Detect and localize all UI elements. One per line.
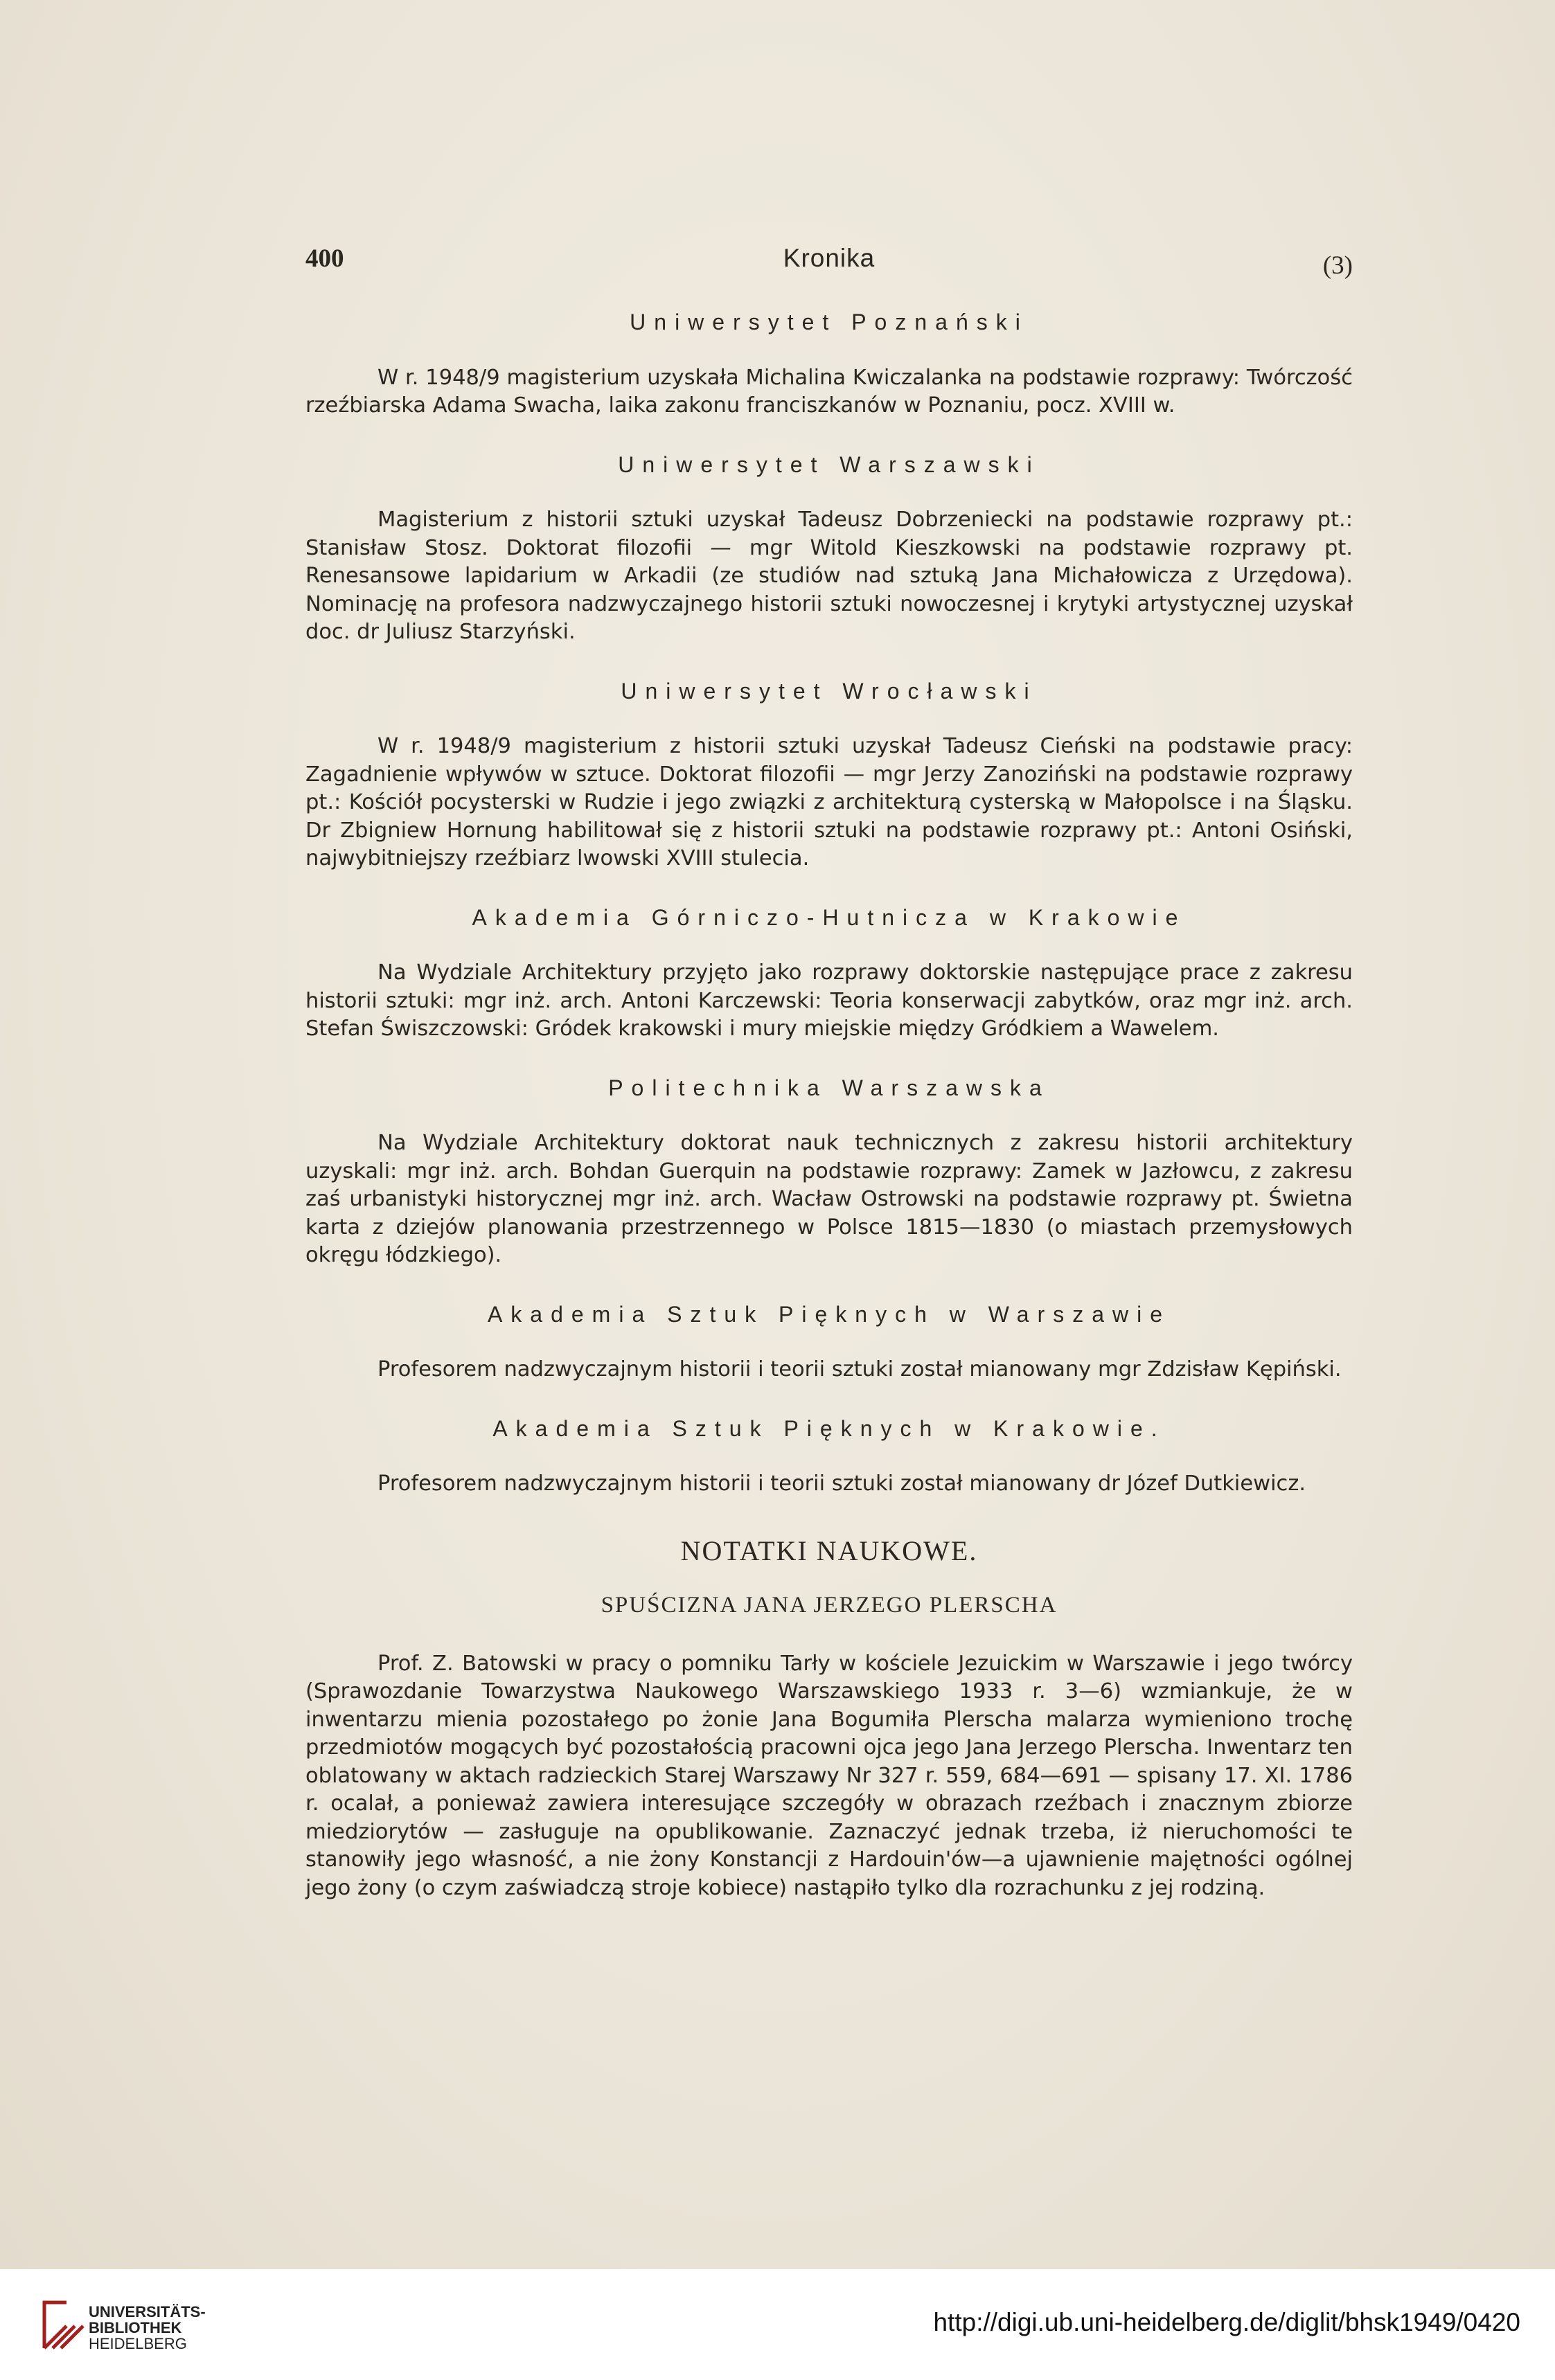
viewer-footer: [0, 2269, 1555, 2380]
section-heading: Uniwersytet Wrocławski: [621, 678, 1038, 704]
notes-text: Prof. Z. Batowski w pracy o pomniku Tarły w kościele Jezuickim w Warszawie i jego twórcy (Sprawozdanie Towarzystwa Naukowego Warszawskiego 1933 r. 3—6) wzmiankuje, że w inwentarzu mienia pozostałego po żonie Jana Bogumiła Plerscha malarza wymieniono trochę przedmiotów mogących być pozostałością pracowni ojca jego Jana Jerzego Plerscha. Inwentarz ten oblatowany w aktach radzieckich Starej Warszawy Nr 327 r. 559, 684—691 — spisany 17. XI. 1786 r. ocalał, a ponieważ zawiera interesujące szczegóły w obrazach rzeźbach i znacznym zbiorze miedziorytów — zasługuje na opublikowanie. Zaznaczyć jednak trzeba, iż nieruchomości te stanowiły jego własność, a nie żony Konstancji z Hardouin'ów—a ujawnienie majętności ogólnej jego żony (o czym zaświadczą stroje kobiece) nastąpiło tylko dla rozrachunku z jej rodziną.: [305, 1651, 1353, 1900]
section-text: Na Wydziale Architektury doktorat nauk technicznych z zakresu historii architektury uzyskali: mgr inż. arch. Bohdan Guerquin na podstawie rozprawy: Zamek w Jazłowcu, z zakresu zaś urbanistyki historycznej mgr inż. arch. Wacław Ostrowski na podstawie rozprawy pt. Świetna karta z dziejów planowania przestrzennego w Polsce 1815—1830 (o miastach przemysłowych okręgu łódzkiego).: [305, 1131, 1353, 1267]
library-line-3: HEIDELBERG: [89, 2335, 187, 2352]
section-text: Profesorem nadzwyczajnym historii i teorii sztuki został mianowany mgr Zdzisław Kępiński.: [377, 1357, 1342, 1381]
page-content: [305, 308, 1353, 1933]
notes-subheading: SPUŚCIZNA JANA JERZEGO PLERSCHA: [601, 1593, 1058, 1618]
page-number: 400: [305, 244, 344, 273]
library-line-2: BIBLIOTHEK: [89, 2319, 182, 2336]
notes-heading: NOTATKI NAUKOWE.: [680, 1535, 978, 1566]
permalink-url[interactable]: http://digi.ub.uni-heidelberg.de/diglit/bhsk1949/0420: [933, 2308, 1520, 2336]
page-header: [305, 244, 1353, 278]
section-heading: Uniwersytet Warszawski: [618, 451, 1040, 477]
section-text: W r. 1948/9 magisterium uzyskała Michalina Kwiczalanka na podstawie rozprawy: Twórczość rzeźbiarska Adama Swacha, laika zakonu franciszkanów w Poznaniu, pocz. XVIII w.: [305, 365, 1353, 418]
library-name[interactable]: [89, 2304, 206, 2352]
ub-heidelberg-logo-icon[interactable]: [39, 2297, 96, 2354]
section-number: (3): [1322, 251, 1353, 280]
section-text: Na Wydziale Architektury przyjęto jako rozprawy doktorskie następujące prace z zakresu historii sztuki: mgr inż. arch. Antoni Karczewski: Teoria konserwacji zabytków, oraz mgr inż. arch. Stefan Świszczowski: Gródek krakowski i mury miejskie między Gródkiem a Wawelem.: [305, 960, 1353, 1041]
section-text: Magisterium z historii sztuki uzyskał Tadeusz Dobrzeniecki na podstawie rozprawy pt.: Stanisław Stosz. Doktorat filozofii — mgr Witold Kieszkowski na podstawie rozprawy pt. Renesansowe lapidarium w Arkadii (ze studiów nad sztuką Jana Michałowicza z Urzędowa). Nominację na profesora nadzwyczajnego historii sztuki nowoczesnej i krytyki artystycznej uzyskał doc. dr Juliusz Starzyński.: [305, 508, 1353, 644]
section-heading: Akademia Górniczo-Hutnicza w Krakowie: [472, 904, 1187, 930]
section-heading: Uniwersytet Poznański: [630, 310, 1029, 334]
section-heading: Akademia Sztuk Pięknych w Warszawie: [487, 1301, 1171, 1327]
section-text: Profesorem nadzwyczajnym historii i teorii sztuki został mianowany dr Józef Dutkiewicz.: [377, 1471, 1306, 1496]
library-line-1: UNIVERSITÄTS-: [89, 2303, 206, 2320]
running-title: Kronika: [783, 244, 876, 272]
section-heading: Politechnika Warszawska: [608, 1075, 1050, 1100]
section-heading: Akademia Sztuk Pięknych w Krakowie.: [492, 1415, 1166, 1441]
section-text: W r. 1948/9 magisterium z historii sztuki uzyskał Tadeusz Cieński na podstawie pracy: Zagadnienie wpływów w sztuce. Doktorat filozofii — mgr Jerzy Zanoziński na podstawie rozprawy pt.: Kościół pocysterski w Rudzie i jego związki z architekturą cysterską w Małopolsce i na Śląsku. Dr Zbigniew Hornung habilitował się z historii sztuki na podstawie rozprawy pt.: Antoni Osiński, najwybitniejszy rzeźbiarz lwowski XVIII stulecia.: [305, 734, 1353, 870]
